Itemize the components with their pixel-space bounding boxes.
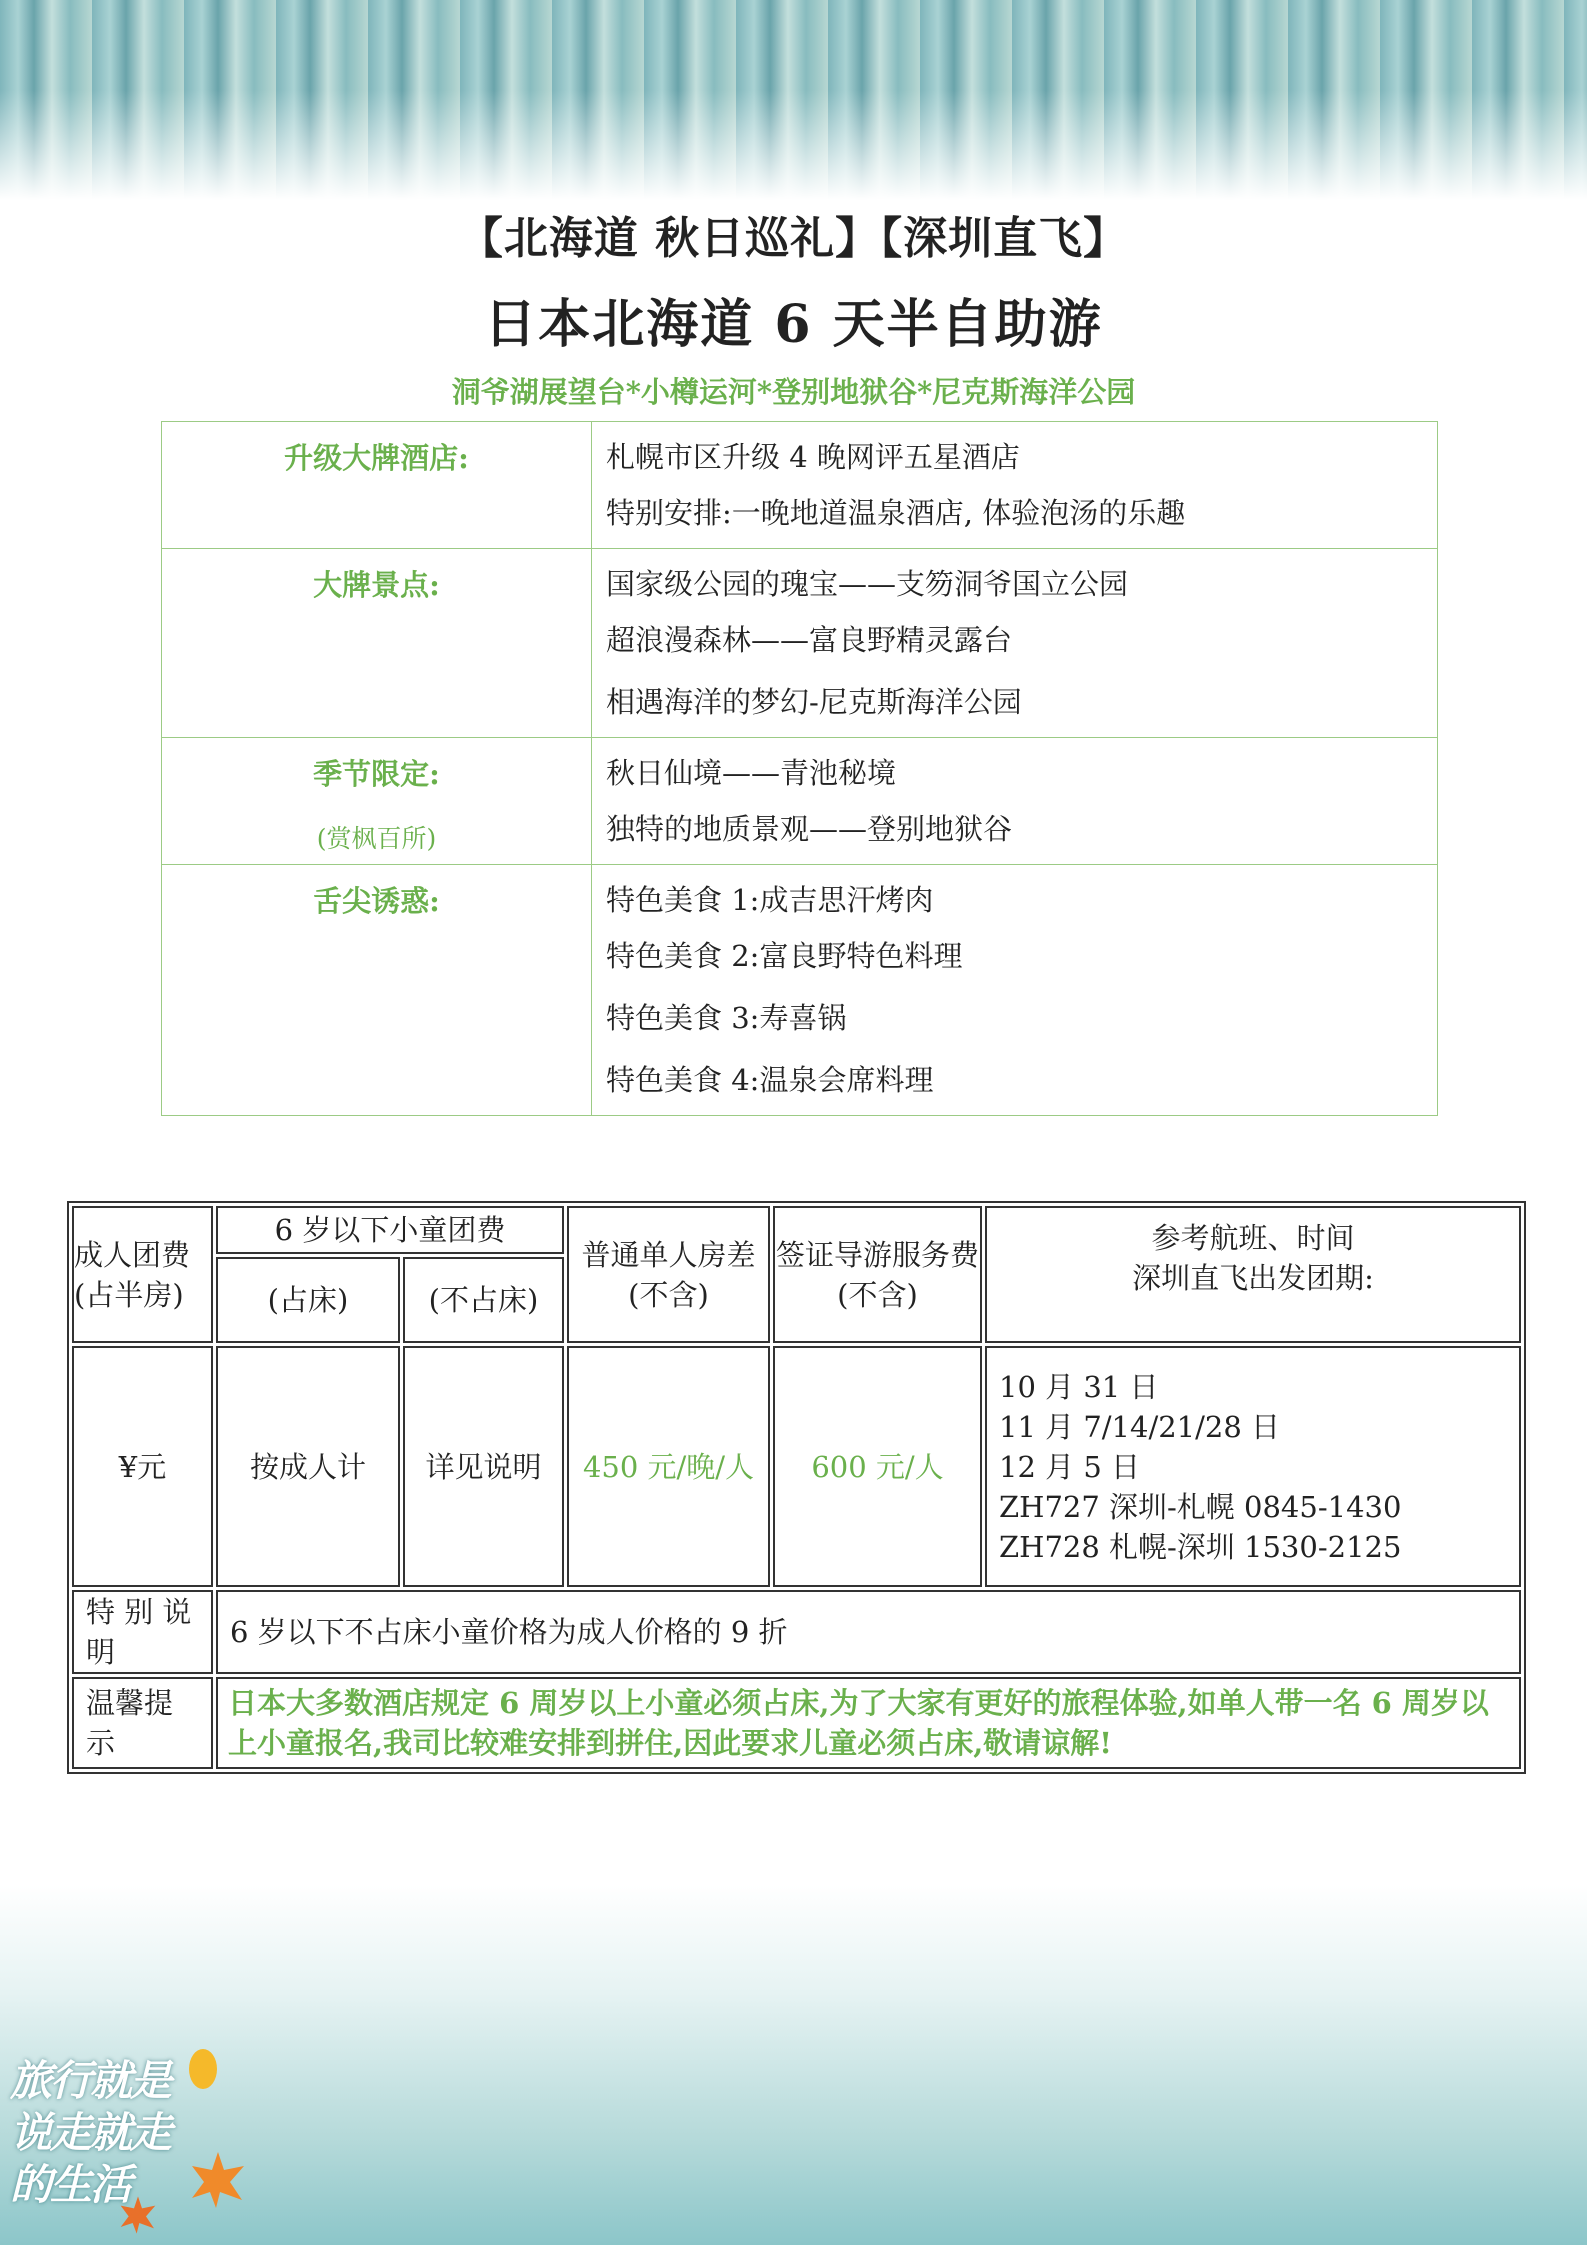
- price-table: [67, 1201, 1526, 1774]
- feature-label: [162, 865, 592, 1116]
- header-flight: [985, 1206, 1521, 1343]
- feature-content: [592, 865, 1438, 1116]
- feature-row-food: [162, 865, 1438, 1116]
- feature-content: [592, 549, 1438, 738]
- feature-item: 特色美食 4:温泉会席料理: [606, 1063, 934, 1097]
- feature-item: 超浪漫森林——富良野精灵露台: [606, 623, 1013, 657]
- feature-label-text: 季节限定:: [313, 757, 440, 791]
- feature-content: [592, 422, 1438, 549]
- features-table: [161, 421, 1438, 1116]
- brand-logo: [8, 2035, 238, 2235]
- flight-line: 10 月 31 日: [999, 1369, 1159, 1404]
- flight-line: 12 月 5 日: [999, 1449, 1141, 1484]
- header-child-bed: (占床): [216, 1257, 400, 1343]
- feature-item: 特别安排:一晚地道温泉酒店, 体验泡汤的乐趣: [606, 496, 1186, 530]
- header-visa-guide: 签证导游服务费(不含): [773, 1206, 982, 1343]
- feature-row-season: [162, 738, 1438, 865]
- value-child-nobed: 详见说明: [403, 1346, 564, 1587]
- logo-text: 旅行就是说走就走的生活: [10, 2056, 171, 2209]
- page-subtitle: 洞爷湖展望台*小樽运河*登别地狱谷*尼克斯海洋公园: [451, 375, 1136, 409]
- feature-label: [162, 738, 592, 865]
- top-decorative-banner: [0, 0, 1587, 200]
- header-child-nobed: (不占床): [403, 1257, 564, 1343]
- feature-item: 秋日仙境——青池秘境: [606, 756, 897, 790]
- feature-label: [162, 549, 592, 738]
- feature-row-hotel: [162, 422, 1438, 549]
- header-flight-sub: 深圳直飞出发团期:: [1132, 1261, 1374, 1295]
- tip-text: 日本大多数酒店规定 6 周岁以上小童必须占床,为了大家有更好的旅程体验,如单人带一名 6 周岁以上小童报名,我司比较难安排到拼住,因此要求儿童必须占床,敬请谅解!: [216, 1677, 1521, 1769]
- flight-schedule: [985, 1346, 1521, 1587]
- feature-label-text: 升级大牌酒店:: [284, 441, 469, 475]
- maple-leaf-icon: [188, 2150, 248, 2210]
- flight-line: 11 月 7/14/21/28 日: [999, 1409, 1281, 1444]
- feature-item: 特色美食 3:寿喜锅: [606, 1001, 847, 1035]
- value-adult-fee: ¥元: [72, 1346, 213, 1587]
- feature-item: 札幌市区升级 4 晚网评五星酒店: [606, 440, 1020, 474]
- flight-line: ZH728 札幌-深圳 1530-2125: [999, 1529, 1402, 1564]
- feature-item: 相遇海洋的梦幻-尼克斯海洋公园: [606, 685, 1022, 719]
- header-child-fee: 6 岁以下小童团费: [216, 1206, 564, 1254]
- special-note-text: 6 岁以下不占床小童价格为成人价格的 9 折: [216, 1590, 1521, 1674]
- header-flight-title: 参考航班、时间: [1151, 1221, 1355, 1255]
- page-title-line1: 【北海道 秋日巡礼】【深圳直飞】: [458, 213, 1129, 264]
- feature-content: [592, 738, 1438, 865]
- value-visa-guide: 600 元/人: [773, 1346, 982, 1587]
- flight-line: ZH727 深圳-札幌 0845-1430: [999, 1489, 1402, 1524]
- feature-item: 国家级公园的瑰宝——支笏洞爷国立公园: [606, 567, 1129, 601]
- header-single-room: 普通单人房差(不含): [567, 1206, 770, 1343]
- value-single-room: 450 元/晚/人: [567, 1346, 770, 1587]
- feature-label-subtext: (赏枫百所): [316, 824, 437, 853]
- feature-label-text: 舌尖诱惑:: [313, 884, 440, 918]
- special-note-label: 特 别 说明: [72, 1590, 213, 1674]
- header-adult-fee: 成人团费(占半房): [72, 1206, 213, 1343]
- feature-item: 特色美食 1:成吉思汗烤肉: [606, 883, 934, 917]
- page-title-line2: 日本北海道 6 天半自助游: [484, 294, 1103, 355]
- feature-label: [162, 422, 592, 549]
- feature-item: 特色美食 2:富良野特色料理: [606, 939, 963, 973]
- feature-row-attractions: [162, 549, 1438, 738]
- value-child-bed: 按成人计: [216, 1346, 400, 1587]
- feature-label-text: 大牌景点:: [313, 568, 440, 602]
- tip-label: 温馨提示: [72, 1677, 213, 1769]
- feature-item: 独特的地质景观——登别地狱谷: [606, 812, 1013, 846]
